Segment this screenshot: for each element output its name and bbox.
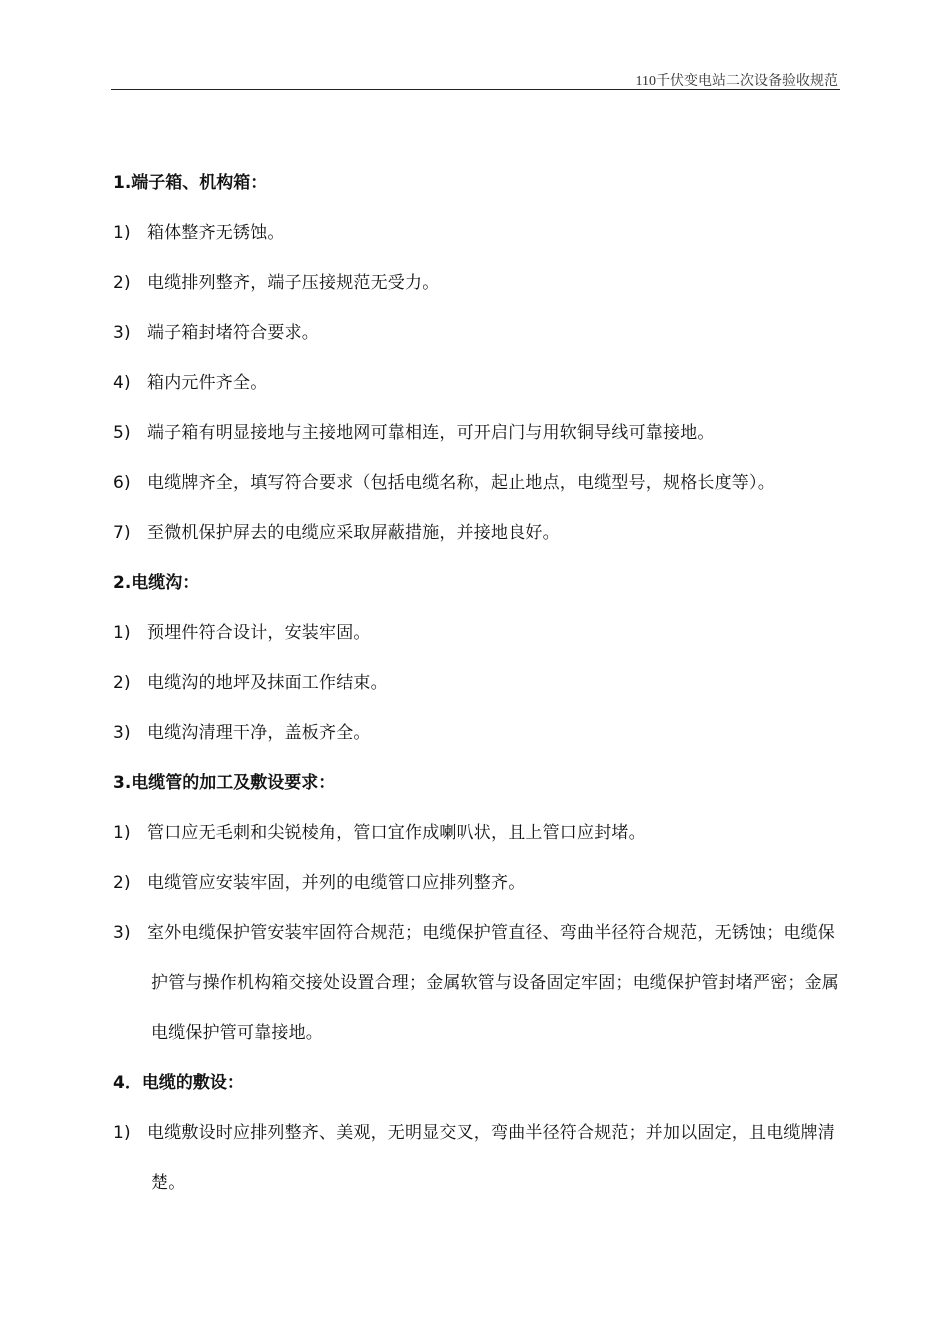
item-text: 室外电缆保护管安装牢固符合规范；电缆保护管直径、弯曲半径符合规范，无锈蚀；电缆保护管与操作机构箱交接处设置合理；金属软管与设备固定牢固；电缆保护管封堵严密；金属电缆保护管可靠接地。 xyxy=(147,923,839,1043)
header-title: 110千伏变电站二次设备验收规范 xyxy=(635,74,838,89)
item-number: 3) xyxy=(113,723,131,743)
item-text: 电缆沟的地坪及抹面工作结束。 xyxy=(147,673,388,693)
item-number: 2) xyxy=(113,273,131,293)
section-cable-laying xyxy=(113,1058,848,1208)
list-item xyxy=(113,658,848,708)
list-item xyxy=(113,808,848,858)
item-text: 管口应无毛刺和尖锐棱角，管口宜作成喇叭状，且上管口应封堵。 xyxy=(147,823,646,843)
item-text: 电缆管应安装牢固，并列的电缆管口应排列整齐。 xyxy=(147,873,526,893)
item-text: 电缆敷设时应排列整齐、美观，无明显交叉，弯曲半径符合规范；并加以固定，且电缆牌清楚。 xyxy=(147,1123,835,1193)
item-text: 电缆排列整齐，端子压接规范无受力。 xyxy=(147,273,440,293)
list-item xyxy=(113,408,848,458)
list-item xyxy=(113,708,848,758)
list-item xyxy=(113,908,848,1058)
item-text: 端子箱有明显接地与主接地网可靠相连，可开启门与用软铜导线可靠接地。 xyxy=(147,423,715,443)
list-item xyxy=(113,608,848,658)
item-number: 2) xyxy=(113,673,131,693)
section-cable-trench xyxy=(113,558,848,758)
item-text: 至微机保护屏去的电缆应采取屏蔽措施，并接地良好。 xyxy=(147,523,560,543)
item-number: 1) xyxy=(113,823,131,843)
list-item xyxy=(113,1108,848,1208)
list-item xyxy=(113,858,848,908)
item-number: 7) xyxy=(113,523,131,543)
list-item xyxy=(113,308,848,358)
section-cable-conduit xyxy=(113,758,848,1058)
item-number: 1) xyxy=(113,223,131,243)
list-item xyxy=(113,458,848,508)
item-number: 1) xyxy=(113,623,131,643)
item-text: 端子箱封堵符合要求。 xyxy=(147,323,319,343)
section-heading: 1.端子箱、机构箱： xyxy=(113,173,268,193)
header-divider xyxy=(111,89,840,90)
item-text: 箱内元件齐全。 xyxy=(147,373,268,393)
list-item xyxy=(113,208,848,258)
document-body xyxy=(113,158,848,1208)
item-text: 预埋件符合设计，安装牢固。 xyxy=(147,623,371,643)
list-item xyxy=(113,508,848,558)
item-text: 箱体整齐无锈蚀。 xyxy=(147,223,285,243)
section-heading: 3.电缆管的加工及敷设要求： xyxy=(113,773,336,793)
section-heading: 4．电缆的敷设： xyxy=(113,1073,244,1093)
item-number: 5) xyxy=(113,423,131,443)
item-number: 1) xyxy=(113,1123,131,1143)
item-number: 3) xyxy=(113,923,131,943)
item-number: 4) xyxy=(113,373,131,393)
item-text: 电缆牌齐全，填写符合要求（包括电缆名称，起止地点，电缆型号，规格长度等）。 xyxy=(147,473,775,493)
list-item xyxy=(113,258,848,308)
section-heading: 2.电缆沟： xyxy=(113,573,200,593)
list-item xyxy=(113,358,848,408)
item-number: 3) xyxy=(113,323,131,343)
item-number: 6) xyxy=(113,473,131,493)
item-text: 电缆沟清理干净，盖板齐全。 xyxy=(147,723,371,743)
section-terminal-box xyxy=(113,158,848,558)
item-number: 2) xyxy=(113,873,131,893)
